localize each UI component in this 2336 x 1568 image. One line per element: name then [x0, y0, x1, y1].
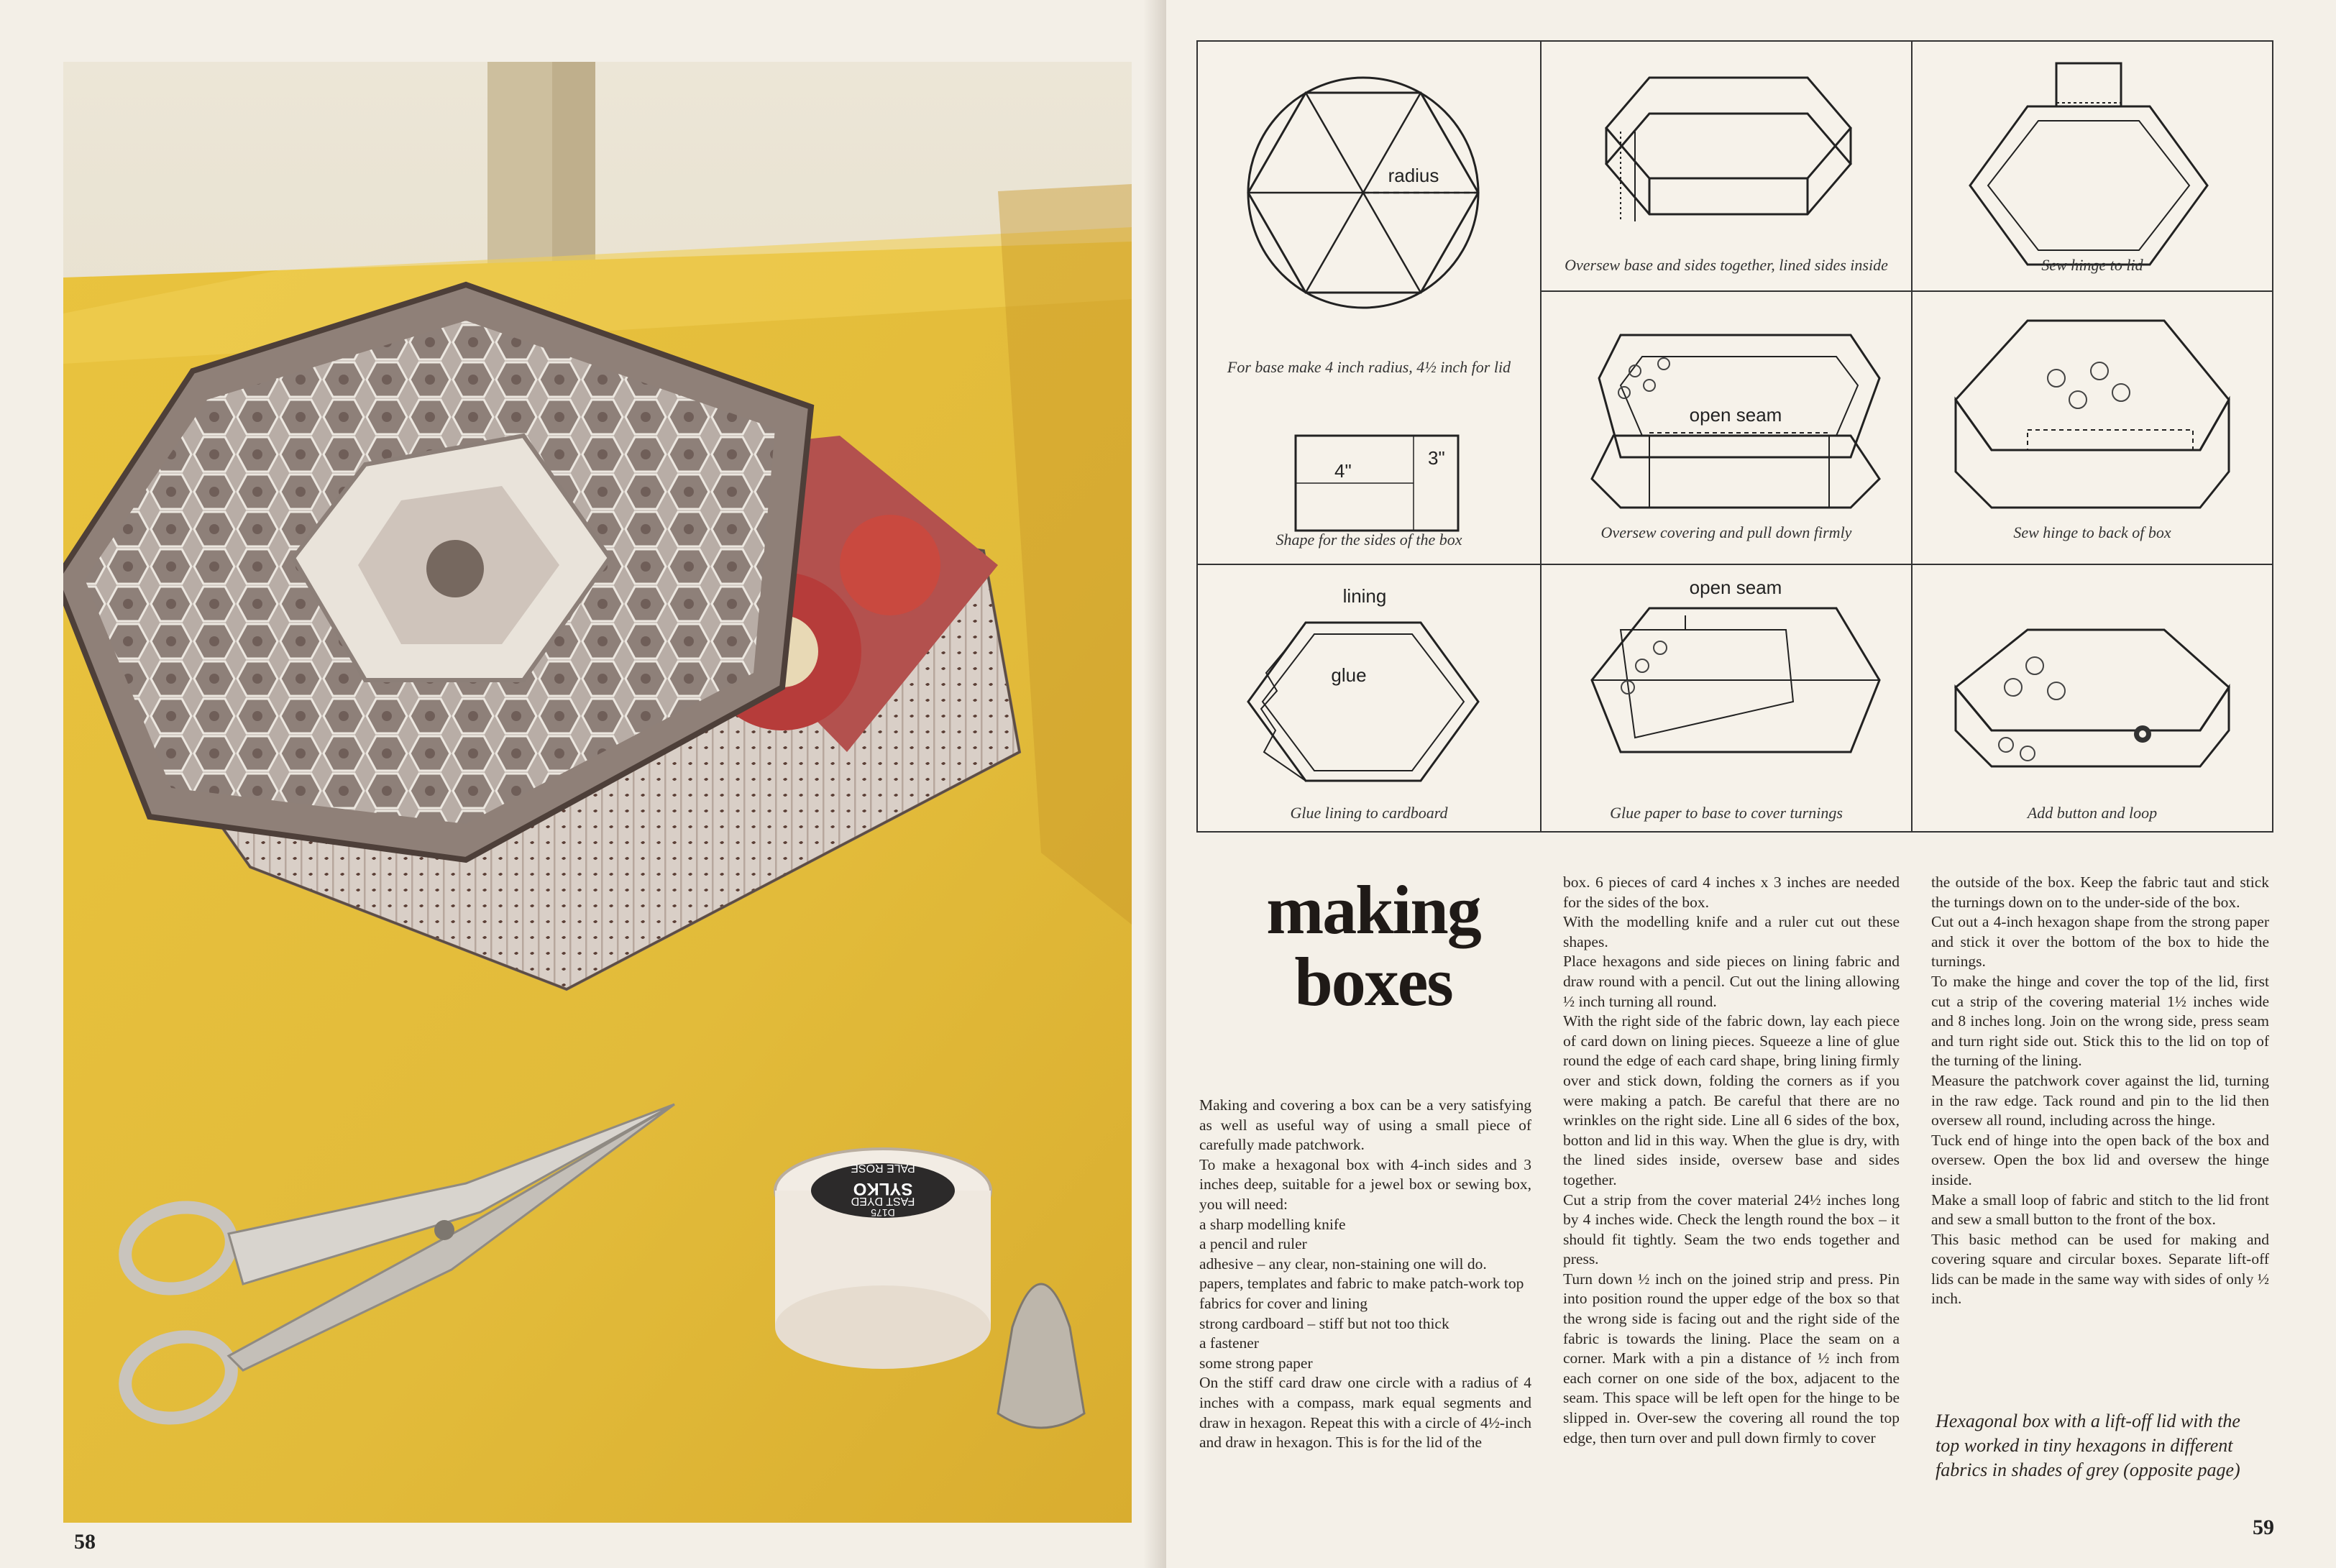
col2-para-6: Turn down ½ inch on the joined strip and press. Pin into position round the upper edge of the box so that the wrong side is facing out and the right side of the fabric is towards the lining. Place the seam on a corner. Mark with a pin a distance of ½ inch from each corner on one side of the box, adjacent to the seam. This space will be left open for the hinge to be slipped in. Over-sew the covering all round the top edge, then turn over and pull down firmly to cover [1563, 1270, 1900, 1446]
oversew-base-drawing [1542, 42, 1913, 292]
spool-brand-label: SYLKO [853, 1179, 913, 1198]
col3-para-7: This basic method can be used for making and covering square and circular boxes. Separate lift-off lids can be made in the same way with sides of only ½ inch. [1931, 1230, 2269, 1308]
col2-para-3: Place hexagons and side pieces on lining fabric and draw round with a pencil. Cut out the lining allowing ½ inch turning all round. [1563, 953, 1900, 1010]
col3-para-5: Tuck end of hinge into the open back of the box and oversew. Open the box lid and oversew the hinge inside. [1931, 1131, 2269, 1188]
caption-oversew-base: Oversew base and sides together, lined sides inside [1565, 256, 1888, 274]
open-seam-label-top: open seam [1689, 404, 1782, 426]
open-seam-label-bottom: open seam [1689, 577, 1782, 598]
diagram-button-loop [1913, 565, 2272, 831]
col3-para-4: Measure the patchwork cover against the lid, turning in the raw edge. Tack round and pin to the lid then oversew all round, including across the hinge. [1931, 1071, 2269, 1129]
page-number-left: 58 [74, 1530, 96, 1554]
col3-para-6: Make a small loop of fabric and stitch to the lid front and sew a small button to the front of the box. [1931, 1191, 2269, 1229]
caption-side-shape: Shape for the sides of the box [1275, 531, 1462, 549]
col2-para-5: Cut a strip from the cover material 24½ inches long by 4 inches wide. Check the length round the box – it should fit tightly. Seam the two ends together and press. [1563, 1191, 1900, 1268]
spool-colour-label: PALE ROSE [851, 1162, 915, 1174]
col1-para-2: To make a hexagonal box with 4-inch sides and 3 inches deep, suitable for a jewel box or sewing box, you will need: [1199, 1155, 1531, 1213]
photo-illustration [63, 62, 1132, 1523]
diagram-hinge-lid [1913, 42, 2272, 292]
col1-list-item: strong cardboard – stiff but not too thick [1199, 1314, 1449, 1332]
radius-label: radius [1388, 165, 1439, 186]
col3-para-3: To make the hinge and cover the top of the lid, first cut a strip of the covering material 1½ inches wide and 8 inches long. Join on the wrong side, press seam and turn right side out. Stick this to the lid on top of the turning of the lining. [1931, 972, 2269, 1070]
title-line-1: making [1266, 871, 1480, 948]
hinge-lid-drawing [1913, 42, 2272, 292]
col1-list-item: a fastener [1199, 1334, 1259, 1352]
diagram-oversew-covering [1542, 292, 1913, 565]
left-page [0, 0, 1166, 1568]
col1-para-3: On the stiff card draw one circle with a radius of 4 inches with a compass, mark equal segments and draw in hexagon. Repeat this with a circle of 4½-inch and draw in hexagon. This is for the lid of the [1199, 1374, 1531, 1452]
spool-number-label: D175 [871, 1207, 895, 1219]
spool-fast-dyed-label: FAST DYED [851, 1195, 915, 1207]
button-loop-drawing [1913, 565, 2272, 831]
photo-hexagon-box [63, 62, 1132, 1523]
article-column-3 [1931, 873, 2269, 1309]
photo-caption: Hexagonal box with a lift-off lid with the top worked in tiny hexagons in different fabrics in shades of grey (opposite page) [1936, 1411, 2240, 1480]
page-number-right: 59 [2253, 1516, 2274, 1539]
col1-para-1: Making and covering a box can be a very satisfying as well as useful way of using a small piece of carefully made patchwork. [1199, 1096, 1531, 1154]
col3-para-2: Cut out a 4-inch hexagon shape from the strong paper and stick it over the bottom of the box to hide the turnings. [1931, 913, 2269, 971]
side-shape-drawing [1198, 292, 1542, 565]
glue-paper-drawing [1542, 565, 1913, 831]
diagram-grid [1196, 40, 2273, 833]
col2-para-1: box. 6 pieces of card 4 inches x 3 inches are needed for the sides of the box. [1563, 874, 1900, 911]
diagram-glue-paper [1542, 565, 1913, 831]
glue-lining-drawing [1198, 565, 1542, 831]
col2-para-2: With the modelling knife and a ruler cut out these shapes. [1563, 913, 1900, 950]
glue-label: glue [1331, 664, 1367, 686]
diagram-oversew-base [1542, 42, 1913, 292]
caption-glue-lining: Glue lining to cardboard [1290, 804, 1448, 822]
diagram-hexagon-radius [1198, 42, 1542, 376]
height-label: 3" [1428, 447, 1445, 469]
diagram-glue-lining [1198, 565, 1542, 831]
article-column-2 [1563, 873, 1900, 1448]
col1-list-item: adhesive – any clear, non-staining one will do. [1199, 1255, 1487, 1273]
col2-para-4: With the right side of the fabric down, lay each piece of card down on lining pieces. Squeeze a line of glue round the edge of each card shape, bring lining firmly over and stick down, folding the corners as if you were making a patch. Be careful that there are no wrinkles on the right side. Line all 6 sides of the box, botton and lid in this way. When the glue is dry, with the lined sides inside, oversew base and sides together. [1563, 1012, 1900, 1188]
caption-oversew-covering: Oversew covering and pull down firmly [1600, 523, 1852, 541]
caption-hinge-lid: Sew hinge to lid [2041, 256, 2143, 274]
diagram-hinge-back [1913, 292, 2272, 565]
caption-glue-paper: Glue paper to base to cover turnings [1610, 804, 1843, 822]
lining-label: lining [1342, 585, 1387, 607]
caption-hexagon-radius: For base make 4 inch radius, 4½ inch for lid [1227, 358, 1511, 376]
col1-list-item: fabrics for cover and lining [1199, 1294, 1368, 1312]
col1-list-item: a pencil and ruler [1199, 1235, 1307, 1253]
article-title [1229, 871, 1517, 1020]
col1-list-item: a sharp modelling knife [1199, 1215, 1346, 1233]
caption-hinge-back: Sew hinge to back of box [2013, 523, 2171, 541]
article-column-1 [1199, 1096, 1531, 1453]
col1-list-item: papers, templates and fabric to make patch-work top [1199, 1275, 1524, 1293]
col1-list-item: some strong paper [1199, 1354, 1313, 1372]
caption-button-loop: Add button and loop [2027, 804, 2158, 822]
width-label: 4" [1334, 460, 1352, 482]
col3-para-1: the outside of the box. Keep the fabric taut and stick the turnings down on to the under-side of the box. [1931, 874, 2269, 911]
diagram-side-shape [1198, 292, 1542, 565]
title-line-2: boxes [1294, 943, 1452, 1020]
